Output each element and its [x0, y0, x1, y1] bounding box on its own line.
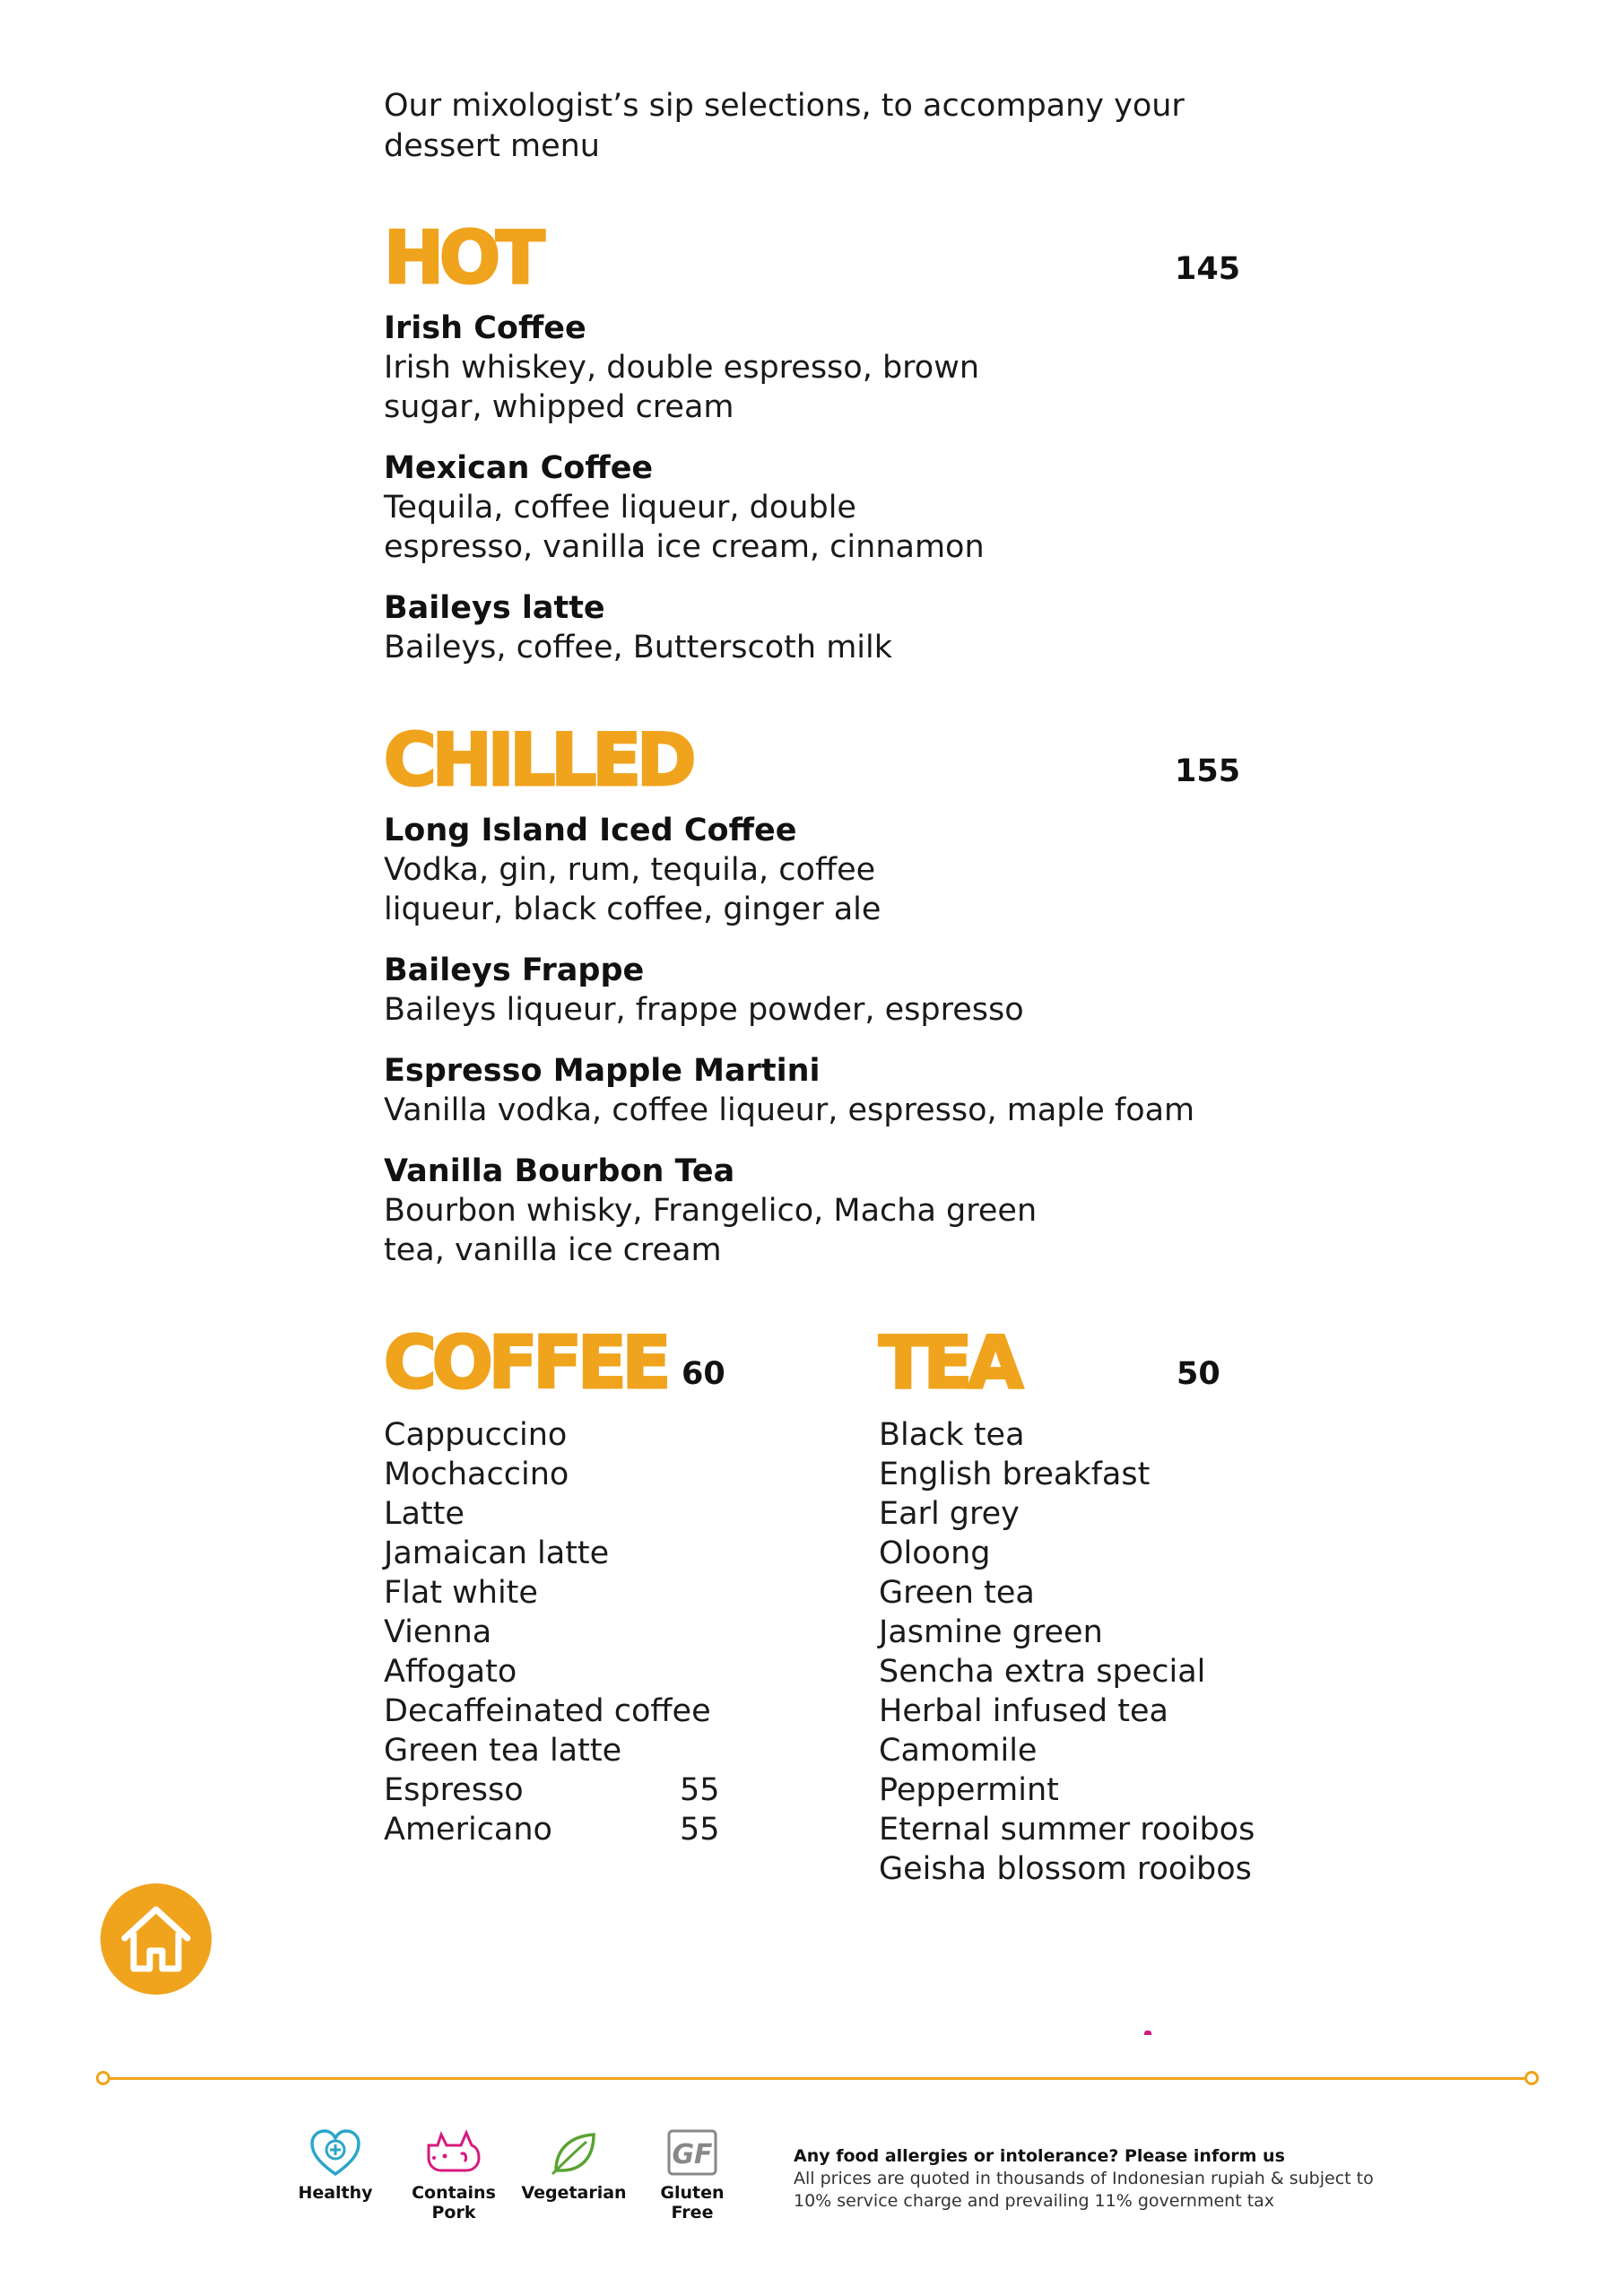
item-price: 55: [680, 1812, 720, 1848]
legend-gluten-free: [638, 2127, 746, 2222]
item-description: Bourbon whisky, Frangelico, Macha green tea, vanilla ice cream: [384, 1193, 1038, 1268]
gf-badge-text: GF: [672, 2139, 713, 2170]
item-name: Irish Coffee: [384, 310, 586, 346]
item-name: Jamaican latte: [384, 1535, 610, 1571]
list-item: Eternal summer rooibos: [879, 1812, 1255, 1848]
legend-label: Healthy: [298, 2183, 373, 2203]
divider-end-right: [1524, 2071, 1539, 2085]
list-item: [384, 1494, 734, 1534]
item-price: [680, 1534, 734, 1573]
item-name: Vanilla Bourbon Tea: [384, 1153, 735, 1189]
item-name: Vienna: [384, 1614, 492, 1650]
item-price: [680, 1692, 734, 1731]
pig-icon: [425, 2127, 482, 2178]
menu-item: [384, 309, 1281, 427]
item-price: [680, 1573, 734, 1613]
coffee-heading: COFFEE: [384, 1321, 667, 1405]
menu-item: [384, 588, 1281, 667]
item-name: Affogato: [384, 1654, 517, 1690]
legend-label: Contains Pork: [412, 2183, 496, 2222]
item-name: Mochaccino: [384, 1457, 569, 1492]
item-price: [680, 1455, 734, 1494]
item-description: Vodka, gin, rum, tequila, coffee liqueur, black coffee, ginger ale: [384, 852, 881, 927]
item-price: [680, 1415, 734, 1455]
gf-icon: [665, 2127, 719, 2178]
list-item: [384, 1613, 734, 1652]
menu-item: [384, 1152, 1281, 1270]
menu-item: [384, 448, 1281, 567]
legend-contains-pork: [400, 2127, 508, 2222]
item-name: Green tea latte: [384, 1733, 622, 1769]
list-item: [384, 1415, 734, 1455]
list-item: Earl grey: [879, 1496, 1020, 1532]
legend-healthy: [282, 2127, 389, 2203]
item-description: Vanilla vodka, coffee liqueur, espresso, maple foam: [384, 1092, 1195, 1128]
chilled-price: 155: [1175, 753, 1241, 789]
menu-item: [384, 951, 1281, 1030]
coffee-price: 60: [682, 1356, 725, 1392]
list-item: [384, 1573, 734, 1613]
item-name: Mexican Coffee: [384, 450, 654, 486]
home-button[interactable]: [100, 1883, 212, 1995]
item-name: Decaffeinated coffee: [384, 1693, 711, 1729]
list-item: Camomile: [879, 1733, 1038, 1769]
tea-price: 50: [1177, 1356, 1220, 1392]
list-item: [384, 1770, 734, 1810]
item-name: Espresso: [384, 1772, 524, 1808]
item-name: Baileys Frappe: [384, 952, 645, 988]
notice-title: Any food allergies or intolerance? Please inform us: [794, 2146, 1285, 2166]
menu-item: [384, 811, 1281, 929]
decorative-mark: [1144, 2031, 1151, 2035]
item-price: 55: [680, 1772, 720, 1808]
item-name: Baileys latte: [384, 590, 605, 626]
chilled-heading: CHILLED: [384, 718, 692, 802]
footer-divider: [100, 2077, 1535, 2080]
legend-label: Vegetarian: [521, 2183, 627, 2203]
list-item: Peppermint: [879, 1772, 1059, 1808]
item-description: Baileys, coffee, Butterscoth milk: [384, 630, 893, 665]
coffee-list: [384, 1415, 734, 1849]
chilled-items: [384, 811, 1281, 1292]
hot-items: [384, 309, 1281, 689]
hot-heading: HOT: [384, 216, 541, 300]
tea-heading: TEA: [879, 1321, 1020, 1405]
item-name: Espresso Mapple Martini: [384, 1053, 821, 1089]
item-name: Long Island Iced Coffee: [384, 813, 797, 848]
item-description: Tequila, coffee liqueur, double espresso, vanilla ice cream, cinnamon: [384, 490, 985, 565]
menu-item: [384, 1051, 1281, 1130]
intro-text: Our mixologist’s sip selections, to accompany your dessert menu: [384, 88, 1185, 164]
heart-plus-icon: [308, 2127, 362, 2178]
list-item: Herbal infused tea: [879, 1693, 1168, 1729]
item-name: Americano: [384, 1812, 552, 1848]
list-item: [384, 1652, 734, 1692]
item-price: [680, 1731, 734, 1770]
legend-label: Gluten Free: [660, 2183, 725, 2222]
leaf-icon: [547, 2127, 601, 2178]
list-item: Oloong: [879, 1535, 991, 1571]
item-price: [680, 1613, 734, 1652]
item-description: Irish whiskey, double espresso, brown sugar, whipped cream: [384, 350, 980, 425]
list-item: Geisha blossom rooibos: [879, 1851, 1252, 1887]
list-item: Jasmine green: [879, 1614, 1103, 1650]
item-name: Cappuccino: [384, 1417, 568, 1453]
allergy-notice: [794, 2145, 1493, 2213]
item-description: Baileys liqueur, frappe powder, espresso: [384, 992, 1024, 1028]
list-item: English breakfast: [879, 1457, 1151, 1492]
list-item: Black tea: [879, 1417, 1025, 1453]
hot-price: 145: [1175, 251, 1241, 287]
list-item: Sencha extra special: [879, 1654, 1206, 1690]
list-item: [384, 1731, 734, 1770]
item-name: Flat white: [384, 1575, 538, 1611]
item-name: Latte: [384, 1496, 465, 1532]
list-item: [384, 1455, 734, 1494]
list-item: [384, 1810, 734, 1849]
notice-text: All prices are quoted in thousands of Indonesian rupiah & subject to 10% service charge and prevailing 11% government tax: [794, 2169, 1374, 2211]
legend-vegetarian: [520, 2127, 628, 2203]
item-price: [680, 1494, 734, 1534]
list-item: [384, 1534, 734, 1573]
divider-end-left: [96, 2071, 110, 2085]
item-price: [680, 1652, 734, 1692]
list-item: [384, 1692, 734, 1731]
tea-list: [879, 1415, 1255, 1889]
home-icon: [116, 1899, 196, 1979]
list-item: Green tea: [879, 1575, 1035, 1611]
